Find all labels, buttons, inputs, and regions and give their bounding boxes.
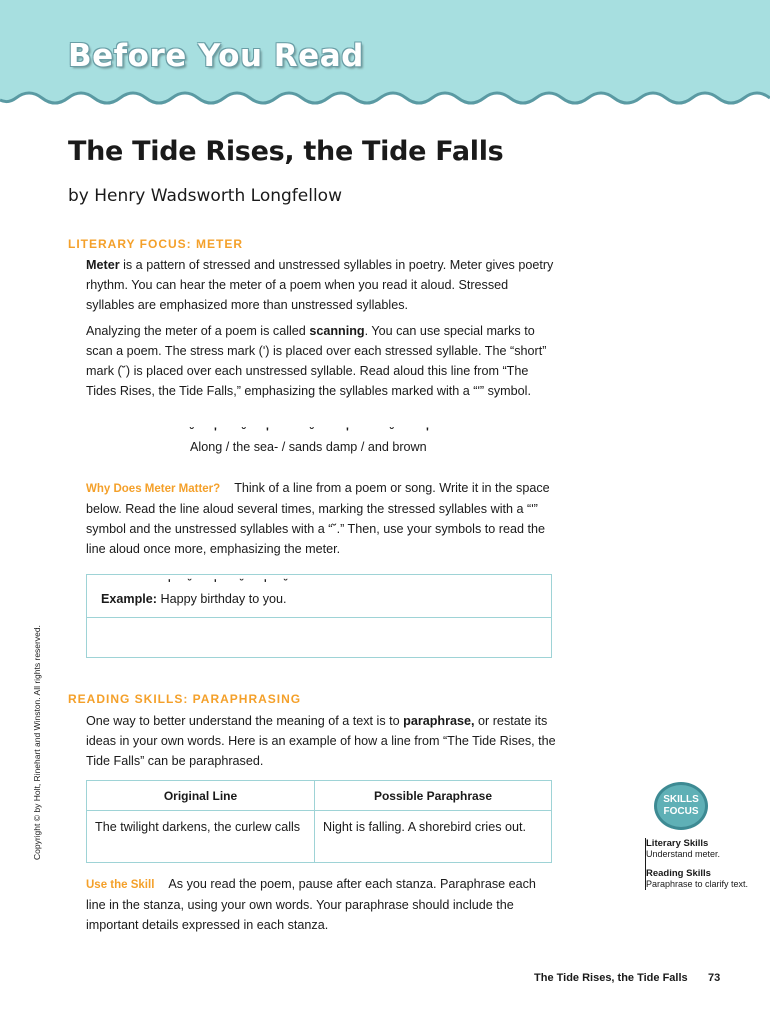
footer-title: The Tide Rises, the Tide Falls: [534, 972, 688, 984]
literary-skills-text: Understand meter.: [646, 849, 721, 859]
scansion-mark: ˘: [240, 578, 244, 590]
badge-line-1: SKILLS: [663, 794, 699, 805]
scansion-mark: ˘: [190, 425, 194, 439]
column-header: Original Line: [87, 781, 315, 811]
banner-title: Before You Read: [68, 38, 364, 74]
example-scansion-marks: [168, 578, 298, 592]
paraphrase-text-before: One way to better understand the meaning of a text is to: [86, 714, 404, 728]
scansion-mark: ʹ: [266, 425, 269, 439]
scansion-mark: ʹ: [346, 425, 349, 439]
use-skill-paragraph: [86, 874, 556, 935]
scansion-mark: ˘: [284, 578, 288, 590]
why-meter-paragraph: [86, 478, 556, 559]
scanning-term: scanning: [309, 324, 365, 338]
badge-circle-icon: [652, 780, 710, 832]
author-byline: by Henry Wadsworth Longfellow: [68, 186, 342, 206]
scansion-mark: ˘: [310, 425, 314, 439]
scanning-text-after: . You can use special marks to scan a poem. The stress mark (ʹ) is placed over each stressed syllable. The “short” mark (˘) is placed over each unstressed syllable. Read aloud this line from “The Tides Rises, the Tide Falls,” emphasizing the syllables marked with a “ʹ” symbol.: [86, 324, 547, 398]
badge-line-2: FOCUS: [663, 806, 699, 817]
page-number: 73: [708, 972, 721, 984]
meter-definition-paragraph: [86, 255, 556, 315]
scansion-mark: ʹ: [426, 425, 429, 439]
scansion-mark: ʹ: [264, 578, 267, 590]
copyright-notice: Copyright © by Holt, Rinehart and Winston. All rights reserved.: [32, 625, 42, 860]
reading-skills-heading: READING SKILLS: PARAPHRASING: [68, 692, 302, 706]
page-title: The Tide Rises, the Tide Falls: [68, 136, 504, 167]
meter-term: Meter: [86, 258, 120, 272]
answer-write-area[interactable]: [87, 617, 551, 657]
scanning-text-before: Analyzing the meter of a poem is called: [86, 324, 310, 338]
meter-definition-text: is a pattern of stressed and unstressed syllables in poetry. Meter gives poetry rhythm. You can hear the meter of a poem when you read it aloud. Stressed syllables are emphasized more than unstressed syllables.: [86, 258, 554, 312]
scansion-mark: ˘: [390, 425, 394, 439]
paraphrase-text-after: or restate its ideas in your own words. Here is an example of how a line from “The Tide Rises, the Tide Falls” can be paraphrased.: [86, 714, 556, 768]
example-line: [101, 592, 287, 606]
paraphrase-table: [86, 780, 552, 863]
paraphrase-term: paraphrase,: [403, 714, 475, 728]
scansion-mark: ʹ: [168, 578, 171, 590]
skills-focus-list: [645, 838, 755, 890]
skills-focus-badge: [652, 780, 710, 832]
scansion-marks: [190, 425, 450, 441]
use-skill-heading: Use the Skill: [86, 879, 155, 891]
use-skill-text: As you read the poem, pause after each stanza. Paraphrase each line in the stanza, using your own words. Your paraphrase should include the important details expressed in each stanza.: [86, 877, 536, 932]
scanned-poem-line: Along / the sea- / sands damp / and brown: [190, 440, 427, 454]
column-header: Possible Paraphrase: [315, 781, 552, 811]
reading-skills-text: Paraphrase to clarify text.: [646, 879, 749, 889]
scansion-mark: ˘: [242, 425, 246, 439]
header-banner: [0, 0, 770, 118]
example-text: Happy birthday to you.: [157, 592, 287, 606]
scansion-mark: ˘: [188, 578, 192, 590]
paraphrase-paragraph: [86, 711, 556, 771]
table-cell: The twilight darkens, the curlew calls: [87, 811, 315, 863]
why-meter-text: Think of a line from a poem or song. Write it in the space below. Read the line aloud several times, marking the stressed syllables with a “ʹ” symbol and the unstressed syllables with a “˘.” Then, use your symbols to read the line aloud once more, emphasizing the meter.: [86, 481, 550, 556]
scansion-mark: ʹ: [214, 425, 217, 439]
scansion-mark: ʹ: [214, 578, 217, 590]
table-header-row: [87, 781, 552, 811]
example-label: Example:: [101, 592, 157, 606]
reading-skills-label: Reading Skills: [646, 868, 711, 879]
literary-focus-heading: LITERARY FOCUS: METER: [68, 237, 244, 251]
why-meter-heading: Why Does Meter Matter?: [86, 483, 221, 495]
scanning-paragraph: [86, 321, 556, 401]
table-row: [87, 811, 552, 863]
table-cell: Night is falling. A shorebird cries out.: [315, 811, 552, 863]
literary-skills-label: Literary Skills: [646, 838, 709, 849]
